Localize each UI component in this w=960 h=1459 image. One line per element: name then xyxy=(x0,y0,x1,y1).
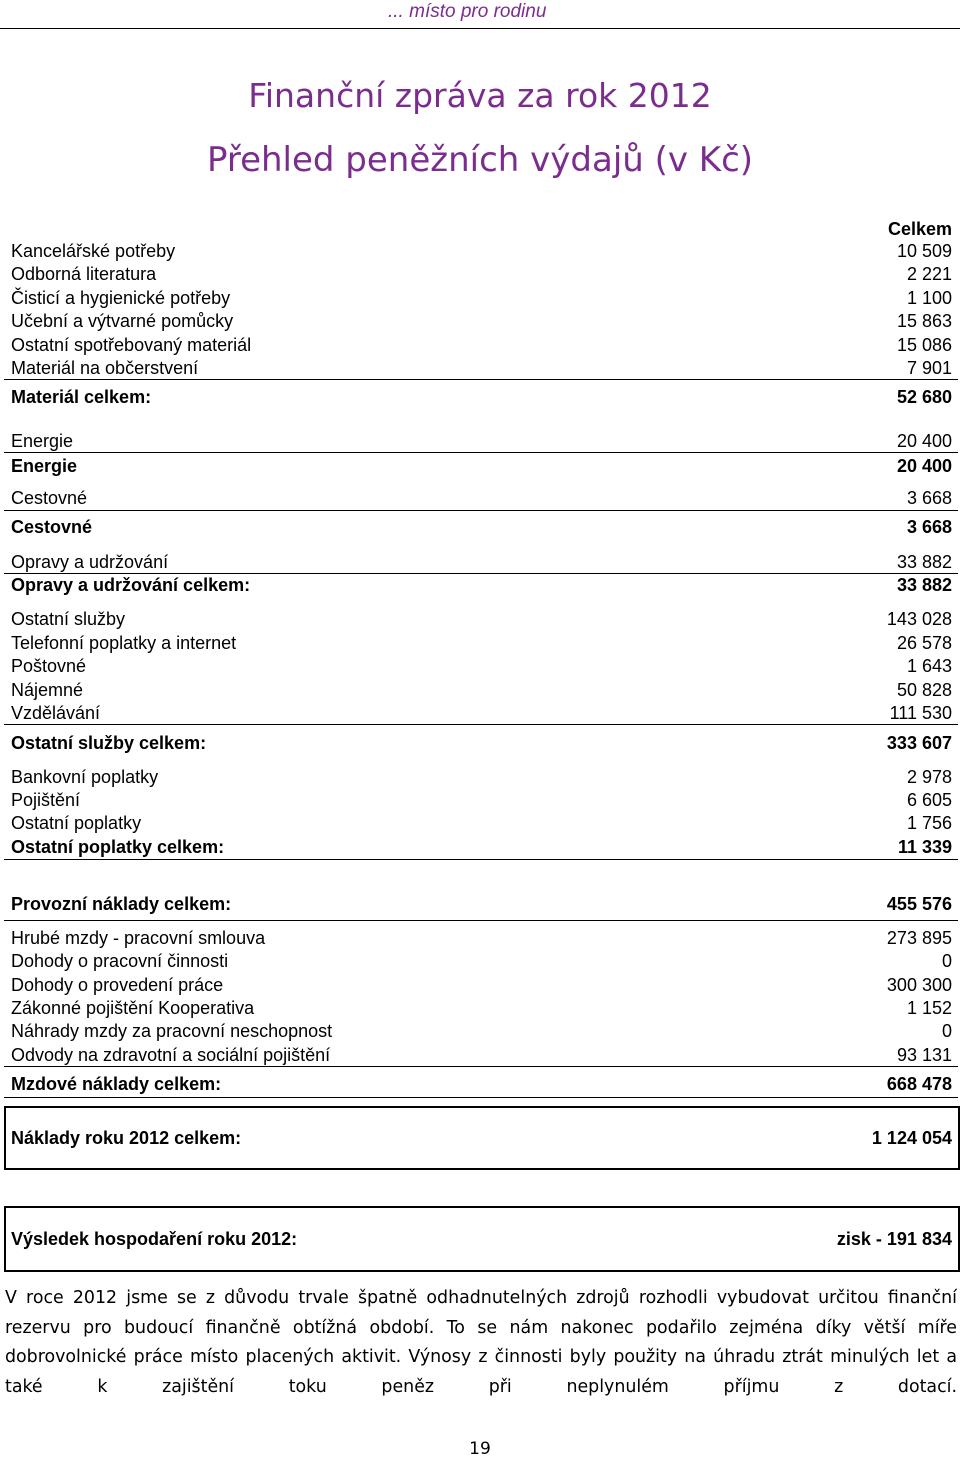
row-label: Energie xyxy=(11,456,78,476)
row-value: 1 756 xyxy=(906,813,952,833)
row-label: Zákonné pojištění Kooperativa xyxy=(11,998,255,1018)
row-label: Materiál na občerstvení xyxy=(11,358,199,378)
divider xyxy=(4,920,958,921)
row-value: 333 607 xyxy=(886,733,952,753)
row-value: 300 300 xyxy=(886,975,952,995)
row-value: 15 863 xyxy=(896,311,952,331)
row-label: Telefonní poplatky a internet xyxy=(11,633,237,653)
row-value: 2 221 xyxy=(906,264,952,284)
column-header-total: Celkem xyxy=(887,219,952,239)
row-value: 1 100 xyxy=(906,288,952,308)
running-header xyxy=(0,0,960,29)
row-value: 3 668 xyxy=(906,517,952,537)
row-value: 33 882 xyxy=(896,575,952,595)
row-value: 20 400 xyxy=(896,456,952,476)
row-value: 15 086 xyxy=(896,335,952,355)
report-subtitle: Přehled peněžních výdajů (v Kč) xyxy=(206,140,754,180)
running-header-text: ... místo pro rodinu xyxy=(388,1,547,22)
divider xyxy=(4,510,958,511)
row-value: 20 400 xyxy=(896,431,952,451)
row-label: Učební a výtvarné pomůcky xyxy=(11,311,234,331)
row-value: 1 124 054 xyxy=(871,1128,952,1148)
row-label: Odvody na zdravotní a sociální pojištění xyxy=(11,1045,331,1065)
row-label: Ostatní poplatky celkem: xyxy=(11,837,225,857)
row-label: Pojištění xyxy=(11,790,81,810)
row-value: zisk - 191 834 xyxy=(836,1229,952,1249)
row-label: Energie xyxy=(11,431,74,451)
row-value: 7 901 xyxy=(906,358,952,378)
row-label: Kancelářské potřeby xyxy=(11,241,176,261)
row-label: Poštovné xyxy=(11,656,87,676)
row-label: Náklady roku 2012 celkem: xyxy=(11,1128,242,1148)
row-value: 273 895 xyxy=(886,928,952,948)
page-number: 19 xyxy=(469,1439,491,1459)
row-value: 50 828 xyxy=(896,680,952,700)
row-value: 111 530 xyxy=(889,703,952,723)
row-value: 143 028 xyxy=(886,609,952,629)
row-value: 93 131 xyxy=(896,1045,952,1065)
row-label: Provozní náklady celkem: xyxy=(11,894,232,914)
row-label: Ostatní poplatky xyxy=(11,813,142,833)
row-label: Ostatní spotřebovaný materiál xyxy=(11,335,252,355)
row-value: 1 643 xyxy=(906,656,952,676)
row-value: 11 339 xyxy=(897,837,952,857)
row-label: Nájemné xyxy=(11,680,84,700)
row-label: Hrubé mzdy - pracovní smlouva xyxy=(11,928,266,948)
row-label: Ostatní služby xyxy=(11,609,126,629)
row-label: Čisticí a hygienické potřeby xyxy=(11,288,231,308)
divider xyxy=(4,1066,958,1067)
row-label: Ostatní služby celkem: xyxy=(11,733,207,753)
divider xyxy=(4,452,958,453)
row-label: Odborná literatura xyxy=(11,264,157,284)
row-value: 3 668 xyxy=(906,488,952,508)
row-label: Mzdové náklady celkem: xyxy=(11,1074,222,1094)
row-value: 26 578 xyxy=(896,633,952,653)
row-value: 0 xyxy=(941,1021,952,1041)
row-label: Materiál celkem: xyxy=(11,387,152,407)
row-value: 33 882 xyxy=(896,552,952,572)
row-value: 1 152 xyxy=(906,998,952,1018)
row-label: Bankovní poplatky xyxy=(11,767,159,787)
row-value: 2 978 xyxy=(906,767,952,787)
row-label: Výsledek hospodaření roku 2012: xyxy=(11,1229,298,1249)
row-label: Dohody o pracovní činnosti xyxy=(11,951,229,971)
divider xyxy=(4,379,958,380)
summary-paragraph: V roce 2012 jsme se z důvodu trvale špatně odhadnutelných zdrojů rozhodli vybudovat určitou finanční rezervu pro budoucí finančně obtížná období. To se nám nakonec podařilo zejména díky větší míře dobrovolnické práce místo placených aktivit. Výnosy z činnosti byly použity na úhradu ztrát minulých let a také k zajištění toku peněz při neplynulém příjmu z dotací. xyxy=(5,1288,957,1397)
row-label: Cestovné xyxy=(11,488,88,508)
row-label: Cestovné xyxy=(11,517,93,537)
row-value: 668 478 xyxy=(886,1074,952,1094)
divider xyxy=(4,1097,958,1098)
row-value: 52 680 xyxy=(896,387,952,407)
row-label: Opravy a udržování celkem: xyxy=(11,575,251,595)
row-value: 6 605 xyxy=(906,790,952,810)
row-value: 10 509 xyxy=(896,241,952,261)
row-label: Opravy a udržování xyxy=(11,552,169,572)
row-label: Náhrady mzdy za pracovní neschopnost xyxy=(11,1021,333,1041)
divider xyxy=(4,859,958,860)
row-label: Vzdělávání xyxy=(11,703,101,723)
divider xyxy=(4,724,958,725)
report-title: Finanční zpráva za rok 2012 xyxy=(248,76,712,115)
row-value: 455 576 xyxy=(886,894,952,914)
row-value: 0 xyxy=(941,951,952,971)
row-label: Dohody o provedení práce xyxy=(11,975,224,995)
